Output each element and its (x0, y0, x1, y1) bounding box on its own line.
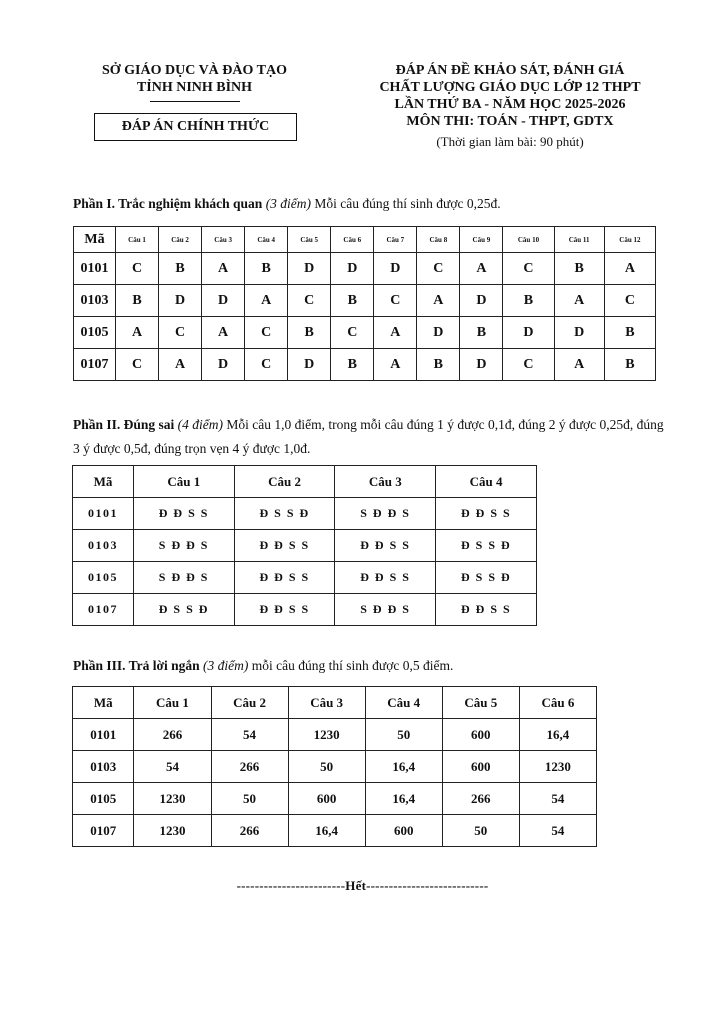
exam-code-cell: 0107 (73, 815, 134, 847)
answer-cell: D (202, 285, 245, 317)
table-row (73, 562, 537, 594)
answer-cell: C (503, 253, 554, 285)
column-header-question: Câu 8 (417, 227, 460, 253)
column-header-code: Mã (74, 227, 116, 253)
answer-cell: A (202, 317, 245, 349)
answer-cell: C (417, 253, 460, 285)
exam-code-cell: 0105 (73, 783, 134, 815)
column-header-question: Câu 1 (134, 687, 211, 719)
column-header-question: Câu 1 (116, 227, 159, 253)
answer-cell: 50 (288, 751, 365, 783)
part2-answer-table (72, 465, 537, 626)
answer-cell: D (503, 317, 554, 349)
answer-cell: Đ Đ S S (436, 594, 537, 626)
column-header-question: Câu 2 (159, 227, 202, 253)
answer-cell: B (159, 253, 202, 285)
answer-cell: Đ Đ S S (134, 498, 235, 530)
answer-cell: 16,4 (365, 751, 442, 783)
table-header-row (74, 227, 656, 253)
answer-cell: D (288, 253, 331, 285)
department-name: SỞ GIÁO DỤC VÀ ĐÀO TẠO (101, 63, 287, 78)
part3-answer-table (72, 686, 597, 847)
exam-subject: MÔN THI: TOÁN - THPT, GDTX (406, 114, 614, 129)
table-row (73, 530, 537, 562)
answer-cell: A (554, 285, 604, 317)
answer-cell: 1230 (288, 719, 365, 751)
answer-cell: Đ Đ S S (335, 530, 436, 562)
answer-cell: A (202, 253, 245, 285)
table-row (74, 285, 656, 317)
answer-cell: C (245, 349, 288, 381)
column-header-question: Câu 2 (234, 466, 335, 498)
answer-cell: C (245, 317, 288, 349)
answer-cell: B (604, 349, 655, 381)
column-header-question: Câu 6 (519, 687, 596, 719)
column-header-question: Câu 10 (503, 227, 554, 253)
table-row (73, 719, 597, 751)
answer-cell: B (116, 285, 159, 317)
answer-cell: B (503, 285, 554, 317)
answer-cell: Đ Đ S S (234, 530, 335, 562)
part2-table-body (73, 498, 537, 626)
exam-title-line3: LẦN THỨ BA - NĂM HỌC 2025-2026 (394, 97, 626, 112)
table-row (73, 498, 537, 530)
exam-title-line2: CHẤT LƯỢNG GIÁO DỤC LỚP 12 THPT (379, 80, 641, 95)
exam-code-cell: 0105 (73, 562, 134, 594)
column-header-question: Câu 3 (288, 687, 365, 719)
answer-cell: D (460, 349, 503, 381)
column-header-question: Câu 12 (604, 227, 655, 253)
part1-points: (3 điểm) (265, 196, 312, 211)
answer-cell: S Đ Đ S (335, 594, 436, 626)
answer-cell: D (159, 285, 202, 317)
answer-cell: D (202, 349, 245, 381)
part3-points: (3 điểm) (203, 658, 249, 673)
answer-cell: 54 (519, 783, 596, 815)
department-header (72, 62, 317, 102)
end-marker: ------------------------Hết--------------------------- (236, 878, 489, 893)
answer-cell: 266 (442, 783, 519, 815)
answer-cell: D (374, 253, 417, 285)
answer-cell: 54 (134, 751, 211, 783)
part1-table-body (74, 253, 656, 381)
answer-cell: Đ Đ S S (234, 562, 335, 594)
column-header-question: Câu 7 (374, 227, 417, 253)
part2-points: (4 điểm) (177, 417, 224, 432)
column-header-question: Câu 4 (365, 687, 442, 719)
answer-cell: C (116, 253, 159, 285)
answer-cell: C (331, 317, 374, 349)
answer-cell: B (554, 253, 604, 285)
exam-code-cell: 0101 (73, 719, 134, 751)
column-header-question: Câu 4 (436, 466, 537, 498)
answer-cell: 50 (365, 719, 442, 751)
table-row (73, 751, 597, 783)
exam-header (355, 62, 665, 151)
answer-cell: A (116, 317, 159, 349)
column-header-question: Câu 5 (442, 687, 519, 719)
column-header-question: Câu 3 (202, 227, 245, 253)
answer-cell: 266 (134, 719, 211, 751)
exam-code-cell: 0101 (73, 498, 134, 530)
answer-cell: 600 (365, 815, 442, 847)
exam-code-cell: 0107 (73, 594, 134, 626)
answer-cell: C (116, 349, 159, 381)
exam-code-cell: 0103 (74, 285, 116, 317)
column-header-question: Câu 11 (554, 227, 604, 253)
answer-cell: 1230 (519, 751, 596, 783)
official-answer-badge: ĐÁP ÁN CHÍNH THỨC (94, 113, 297, 141)
part3-heading: Phần III. Trả lời ngắn (73, 658, 200, 673)
answer-cell: B (331, 349, 374, 381)
table-row (74, 253, 656, 285)
answer-cell: A (460, 253, 503, 285)
answer-cell: B (245, 253, 288, 285)
header-divider (150, 101, 240, 102)
table-row (73, 594, 537, 626)
answer-cell: B (417, 349, 460, 381)
part2-title (73, 413, 673, 461)
answer-cell: 50 (442, 815, 519, 847)
answer-cell: Đ S S Đ (234, 498, 335, 530)
table-header-row (73, 687, 597, 719)
answer-cell: Đ Đ S S (436, 498, 537, 530)
part1-answer-table (73, 226, 656, 381)
column-header-question: Câu 1 (134, 466, 235, 498)
answer-cell: 1230 (134, 815, 211, 847)
column-header-question: Câu 4 (245, 227, 288, 253)
column-header-question: Câu 6 (331, 227, 374, 253)
part1-heading: Phần I. Trắc nghiệm khách quan (73, 196, 263, 211)
part3-note: mỗi câu đúng thí sinh được 0,5 điểm. (248, 658, 454, 673)
answer-cell: 600 (288, 783, 365, 815)
table-header-row (73, 466, 537, 498)
answer-cell: 1230 (134, 783, 211, 815)
answer-cell: A (554, 349, 604, 381)
answer-cell: Đ S S Đ (134, 594, 235, 626)
exam-code-cell: 0103 (73, 530, 134, 562)
table-row (73, 815, 597, 847)
part1-note: Mỗi câu đúng thí sinh được 0,25đ. (311, 196, 501, 211)
answer-cell: A (245, 285, 288, 317)
answer-cell: A (417, 285, 460, 317)
answer-cell: 16,4 (365, 783, 442, 815)
answer-cell: Đ Đ S S (234, 594, 335, 626)
answer-cell: 50 (211, 783, 288, 815)
answer-cell: D (460, 285, 503, 317)
answer-cell: A (604, 253, 655, 285)
part3-table-body (73, 719, 597, 847)
answer-cell: 266 (211, 751, 288, 783)
answer-cell: C (288, 285, 331, 317)
answer-cell: S Đ Đ S (134, 562, 235, 594)
column-header-question: Câu 2 (211, 687, 288, 719)
answer-cell: B (331, 285, 374, 317)
answer-cell: 600 (442, 751, 519, 783)
answer-cell: D (554, 317, 604, 349)
table-row (73, 783, 597, 815)
answer-cell: A (374, 349, 417, 381)
answer-cell: 16,4 (288, 815, 365, 847)
answer-cell: D (288, 349, 331, 381)
table-row (74, 349, 656, 381)
answer-cell: S Đ Đ S (134, 530, 235, 562)
answer-cell: A (159, 349, 202, 381)
exam-duration: (Thời gian làm bài: 90 phút) (436, 134, 584, 149)
exam-code-cell: 0105 (74, 317, 116, 349)
answer-cell: D (417, 317, 460, 349)
answer-cell: C (503, 349, 554, 381)
province-name: TỈNH NINH BÌNH (136, 80, 253, 95)
answer-cell: D (331, 253, 374, 285)
answer-cell: A (374, 317, 417, 349)
answer-cell: C (374, 285, 417, 317)
answer-cell: 54 (519, 815, 596, 847)
answer-cell: 16,4 (519, 719, 596, 751)
column-header-question: Câu 5 (288, 227, 331, 253)
part1-title (73, 194, 673, 214)
exam-code-cell: 0103 (73, 751, 134, 783)
answer-cell: Đ S S Đ (436, 530, 537, 562)
exam-code-cell: 0107 (74, 349, 116, 381)
answer-cell: C (604, 285, 655, 317)
answer-cell: B (604, 317, 655, 349)
exam-code-cell: 0101 (74, 253, 116, 285)
column-header-code: Mã (73, 466, 134, 498)
answer-cell: Đ S S Đ (436, 562, 537, 594)
part2-heading: Phần II. Đúng sai (73, 417, 175, 432)
answer-cell: S Đ Đ S (335, 498, 436, 530)
column-header-question: Câu 3 (335, 466, 436, 498)
answer-cell: 266 (211, 815, 288, 847)
answer-cell: C (159, 317, 202, 349)
answer-cell: Đ Đ S S (335, 562, 436, 594)
answer-cell: 54 (211, 719, 288, 751)
answer-cell: 600 (442, 719, 519, 751)
part3-title (73, 656, 673, 676)
part2-note: Mỗi câu 1,0 điểm, trong mỗi câu đúng 1 ý được 0,1đ, đúng 2 ý được 0,25đ, đúng 3 ý được 0,5đ, đúng trọn vẹn 4 ý được 1,0đ. (73, 417, 664, 456)
column-header-code: Mã (73, 687, 134, 719)
column-header-question: Câu 9 (460, 227, 503, 253)
answer-cell: B (288, 317, 331, 349)
table-row (74, 317, 656, 349)
exam-title-line1: ĐÁP ÁN ĐỀ KHẢO SÁT, ĐÁNH GIÁ (395, 63, 625, 78)
answer-cell: B (460, 317, 503, 349)
